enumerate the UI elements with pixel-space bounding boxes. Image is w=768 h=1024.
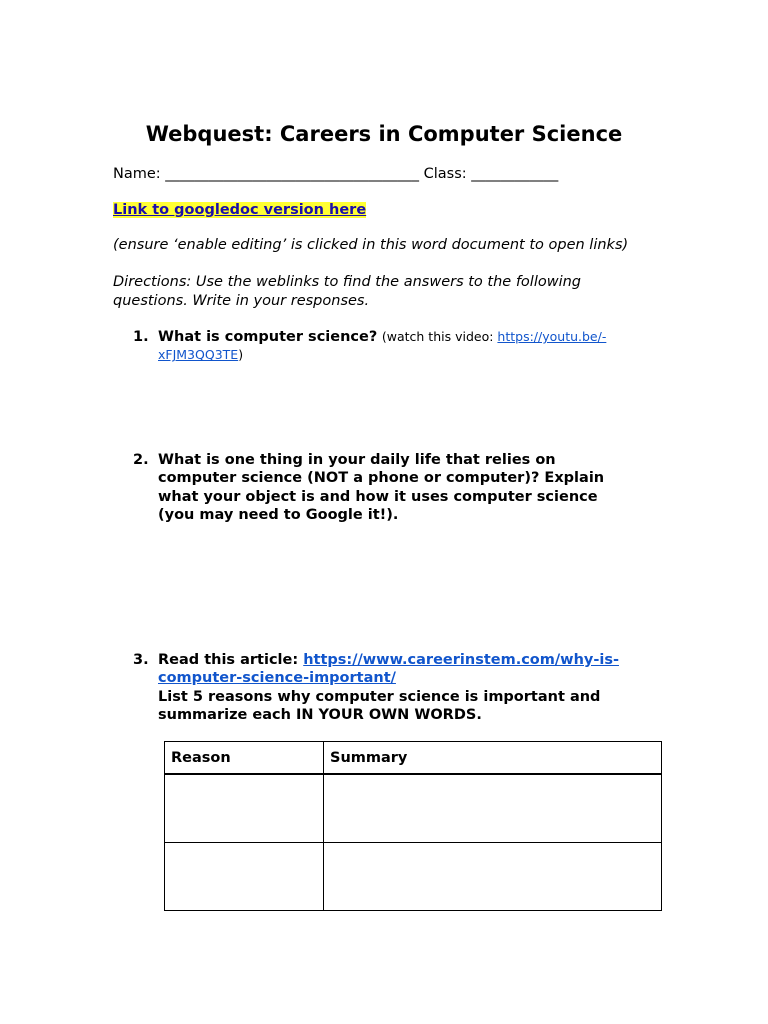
table-row [165, 843, 662, 911]
question-3 [133, 651, 633, 724]
question-number: 2. [133, 452, 149, 468]
directions: Directions: Use the weblinks to find the answers to the following questions. Write in your responses. [113, 274, 582, 309]
table-row [165, 774, 662, 843]
name-class-line: Name: ___________________________________ Class: ____________ [113, 166, 559, 182]
summary-cell[interactable] [324, 774, 662, 843]
question-number: 1. [133, 329, 149, 345]
header-summary: Summary [324, 742, 662, 775]
googledoc-link[interactable]: Link to googledoc version here [113, 202, 367, 218]
question-hint: (watch this video: [381, 329, 498, 344]
question-1 [133, 328, 633, 365]
article-link[interactable]: https://www.careerinstem.com/why-is-computer-science-important/ [158, 652, 619, 687]
header-reason: Reason [165, 742, 324, 775]
reasons-table [164, 741, 662, 911]
page-title: Webquest: Careers in Computer Science [145, 122, 623, 146]
question-hint-end: ) [238, 347, 244, 363]
video-link[interactable]: https://youtu.be/-xFJM3QQ3TE [158, 329, 607, 363]
editing-note: (ensure ‘enable editing’ is clicked in this word document to open links) [113, 237, 629, 253]
question-2 [133, 451, 633, 524]
question-text: What is computer science? [158, 329, 378, 345]
table-header-row [165, 742, 662, 775]
question-text: Read this article: [158, 652, 304, 668]
summary-cell[interactable] [324, 843, 662, 911]
reason-cell[interactable] [165, 774, 324, 843]
googledoc-link-line [113, 200, 366, 220]
reason-cell[interactable] [165, 843, 324, 911]
question-instructions: List 5 reasons why computer science is important and summarize each IN YOUR OWN WORDS. [158, 688, 601, 723]
question-text: What is one thing in your daily life that relies on computer science (NOT a phone or computer)? Explain what your object is and how it uses computer science (you may need to Google it!). [158, 452, 605, 523]
question-number: 3. [133, 652, 149, 668]
